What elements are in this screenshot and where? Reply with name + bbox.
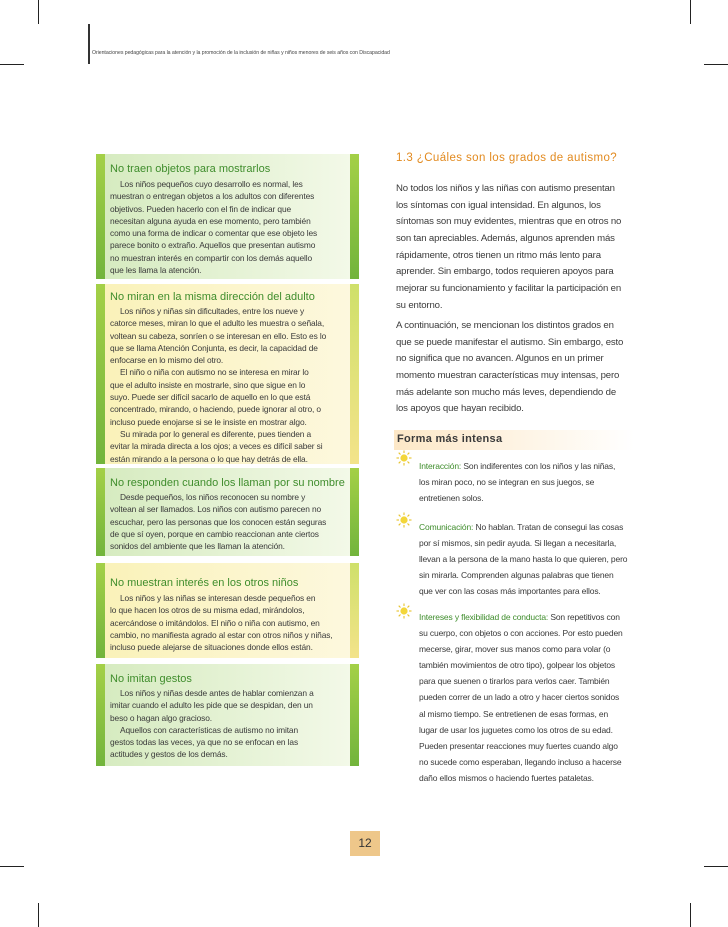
text-line: llevan a la persona de la mano hasta lo que quieren, pero — [419, 554, 628, 565]
box-panel — [105, 468, 350, 556]
text-line: por sí mismos, sin pedir ayuda. Si llegan a necesitarla, — [419, 538, 617, 549]
box-body — [110, 305, 346, 465]
box-line: Su mirada por lo general es diferente, pues tienden a — [120, 428, 312, 439]
box-body — [110, 592, 346, 653]
item-label: Interacción: — [419, 461, 462, 471]
text-line: lugar de usar los juguetes como los otros de su edad. — [419, 724, 613, 735]
box-line: escuchar, pero las personas que los conocen están seguras — [110, 516, 327, 527]
box-line: Aquellos con características de autismo no imitan — [120, 724, 298, 735]
box-title: No traen objetos para mostrarlos — [110, 163, 271, 175]
box-line: evitar la mirada directa a los ojos; a veces es difícil saber si — [110, 441, 323, 452]
box-line: que el adulto insiste en mostrarle, sino que sigue en lo — [110, 379, 306, 390]
box-line: Los niños y niñas desde antes de hablar comienzan a — [120, 688, 314, 698]
sun-bullet-icon — [396, 450, 412, 466]
crop-mark — [0, 866, 24, 867]
box-line: imitar cuando el adulto les pide que se despidan, den un — [110, 700, 313, 711]
item-interaccion — [419, 458, 615, 506]
running-header: Orientaciones pedagógicas para la atención y la promoción de la inclusión de niñas y niños menores de seis años con Discapacidad — [92, 50, 390, 56]
box-line: incluso puede enojarse si se le insiste en mostrar algo. — [110, 416, 307, 427]
box-line: beso o hagan algo gracioso. — [110, 712, 212, 723]
box-body — [110, 687, 346, 761]
box-line: Desde pequeños, los niños reconocen su nombre y — [120, 492, 306, 502]
box-line: necesitan alguna ayuda en ese momento, pero también — [110, 215, 311, 226]
crop-mark — [38, 0, 39, 24]
info-box-gestos — [96, 664, 359, 766]
box-line: concentrado, mirando, o haciendo, puede ignorar al otro, o — [110, 404, 321, 415]
subheading-bar — [394, 430, 634, 450]
box-line: voltean al ser llamados. Los niños con autismo parecen no — [110, 504, 322, 515]
box-line: lo que hacen los otros de su misma edad, mirándolos, — [110, 605, 305, 616]
box-line: El niño o niña con autismo no se interesa en mirar lo — [120, 367, 309, 378]
text-line: los síntomas con igual intensidad. En algunos, los — [396, 199, 601, 211]
sun-bullet-icon — [396, 512, 412, 528]
item-label: Intereses y flexibilidad de conducta: — [419, 612, 549, 622]
box-line: muestran o entregan objetos a los adultos con diferentes — [110, 191, 315, 202]
text-line: que se puede manifestar el autismo. Sin embargo, esto — [396, 336, 624, 348]
box-panel — [105, 154, 350, 279]
text-line: los miran poco, no se integran en sus juegos, se — [419, 477, 595, 488]
text-line: su entorno. — [396, 299, 443, 311]
box-line: actitudes y gestos de los demás. — [110, 749, 228, 760]
page-number: 12 — [358, 836, 372, 850]
text-line: sin mirarla. Comprenden algunas palabras que tienen — [419, 570, 614, 581]
text-line: Pueden presentar reacciones muy fuertes cuando algo — [419, 740, 618, 751]
text-line: No todos los niños y las niñas con autismo presentan — [396, 183, 615, 194]
box-line: enfocarse en lo mismo del otro. — [110, 355, 224, 366]
text-line: son tan apreciables. Además, algunos aprenden más — [396, 233, 615, 245]
text-line: entretienen solos. — [419, 493, 484, 504]
text-line: pueden correr de un lado a otro y hacer ciertos sonidos — [419, 692, 620, 703]
box-line: que les llama la atención. — [110, 265, 202, 276]
item-comunicacion — [419, 519, 627, 599]
crop-mark — [690, 903, 691, 927]
box-title: No imitan gestos — [110, 673, 192, 685]
box-title: No muestran interés en los otros niños — [110, 577, 299, 589]
box-side-strip — [350, 664, 359, 766]
crop-mark — [690, 0, 691, 24]
box-line: acercándose o imitándolos. El niño o niña con autismo, en — [110, 617, 320, 628]
text-line: síntomas son muy evidentes, mientras que en otros no — [396, 216, 622, 228]
text-line: rápidamente, otros tienen un ritmo más lento para — [396, 249, 601, 261]
info-box-objetos — [96, 154, 359, 279]
box-side-strip — [96, 468, 105, 556]
paragraph-grados — [396, 318, 623, 418]
box-title: No responden cuando los llaman por su nombre — [110, 477, 345, 489]
box-side-strip — [350, 468, 359, 556]
box-line: gestos todas las veces, ya que no se enfocan en las — [110, 737, 299, 748]
crop-mark — [38, 903, 39, 927]
text-line: Son repetitivos con — [548, 612, 620, 622]
text-line: aprender. Sin embargo, todos requieren apoyos para — [396, 266, 614, 278]
info-box-nombre — [96, 468, 359, 556]
box-side-strip — [350, 154, 359, 279]
text-line: mejorar su funcionamiento y facilitar la participación en — [396, 283, 622, 295]
box-panel — [105, 664, 350, 766]
box-line: Los niños y niñas sin dificultades, entre los nueve y — [120, 306, 305, 316]
text-line: A continuación, se mencionan los distintos grados en — [396, 320, 614, 331]
text-line: momento muestran características muy intensas, pero — [396, 370, 620, 382]
text-line: al mismo tiempo. Se entretienen de esas formas, en — [419, 708, 609, 719]
box-line: parece bonito o extraño. Aquellos que presentan autismo — [110, 240, 316, 251]
box-side-strip — [350, 284, 359, 464]
box-body — [110, 178, 346, 276]
text-line: no sucede como esperaban, llegando incluso a hacerse — [419, 756, 622, 767]
section-title: 1.3 ¿Cuáles son los grados de autismo? — [396, 152, 618, 164]
text-line: Son indiferentes con los niños y las niñas, — [461, 461, 616, 471]
text-line: los apoyos que hayan recibido. — [396, 403, 524, 415]
box-line: sonidos del ambiente que les llaman la atención. — [110, 541, 285, 552]
item-intereses — [419, 609, 623, 786]
box-line: no muestran interés en compartir con los demás aquello — [110, 252, 313, 263]
page-number-tab — [350, 831, 380, 856]
text-line: no significa que no avancen. Algunos en un primer — [396, 353, 604, 365]
box-line: que se llama Atención Conjunta, es decir, la capacidad de — [110, 342, 318, 353]
header-rule — [88, 24, 90, 64]
text-line: más adelante son mucho más leves, dependiendo de — [396, 386, 617, 398]
subheading: Forma más intensa — [397, 433, 503, 445]
box-line: suyo. Puede ser difícil sacarlo de aquello en lo que está — [110, 392, 311, 403]
crop-mark — [704, 866, 728, 867]
box-line: Los niños y las niñas se interesan desde pequeños en — [120, 593, 316, 603]
crop-mark — [704, 64, 728, 65]
item-label: Comunicación: — [419, 522, 474, 532]
box-side-strip — [96, 664, 105, 766]
box-line: catorce meses, miran lo que el adulto les muestra o señala, — [110, 318, 325, 329]
box-side-strip — [96, 284, 105, 464]
box-body — [110, 491, 346, 552]
box-line: como una forma de indicar o comentar que ese objeto les — [110, 228, 318, 239]
text-line: No hablan. Tratan de consegui las cosas — [473, 522, 624, 532]
box-line: cambio, no manifiesta agrado al estar con otros niños y niñas, — [110, 629, 333, 640]
box-line: objetivos. Pueden hacerlo con el fin de indicar que — [110, 203, 292, 214]
text-line: que ver con las cosas más importantes para ellos. — [419, 586, 601, 597]
box-line: voltean su cabeza, sonríen o se interesan en ello. Esto es lo — [110, 330, 327, 341]
text-line: para que suenen o tirarlos para verlos caer. También — [419, 676, 610, 687]
text-line: también movimientos de otro tipo), golpear los objetos — [419, 660, 616, 671]
text-line: mecerse, girar, mover sus manos como para volar (o — [419, 644, 611, 655]
paragraph-intro — [396, 181, 621, 315]
box-panel — [105, 563, 350, 658]
box-panel — [105, 284, 350, 464]
box-line: incluso puede alejarse de situaciones donde ellos están. — [110, 642, 313, 653]
info-box-mirada — [96, 284, 359, 464]
sun-bullet-icon — [396, 603, 412, 619]
box-side-strip — [96, 154, 105, 279]
box-line: están mirando a la persona o lo que hay detrás de ella. — [110, 453, 308, 464]
box-title: No miran en la misma dirección del adulto — [110, 291, 315, 303]
crop-mark — [0, 64, 24, 65]
info-box-otros-ninos — [96, 563, 359, 658]
box-side-strip — [350, 563, 359, 658]
box-line: de que sí oyen, porque en cambio reaccionan ante ciertos — [110, 528, 319, 539]
box-side-strip — [96, 563, 105, 658]
text-line: daño ellos mismos o haciendo fuertes pataletas. — [419, 772, 594, 783]
box-line: Los niños pequeños cuyo desarrollo es normal, les — [120, 179, 303, 189]
text-line: su cuerpo, con objetos o con acciones. Por esto pueden — [419, 628, 623, 639]
